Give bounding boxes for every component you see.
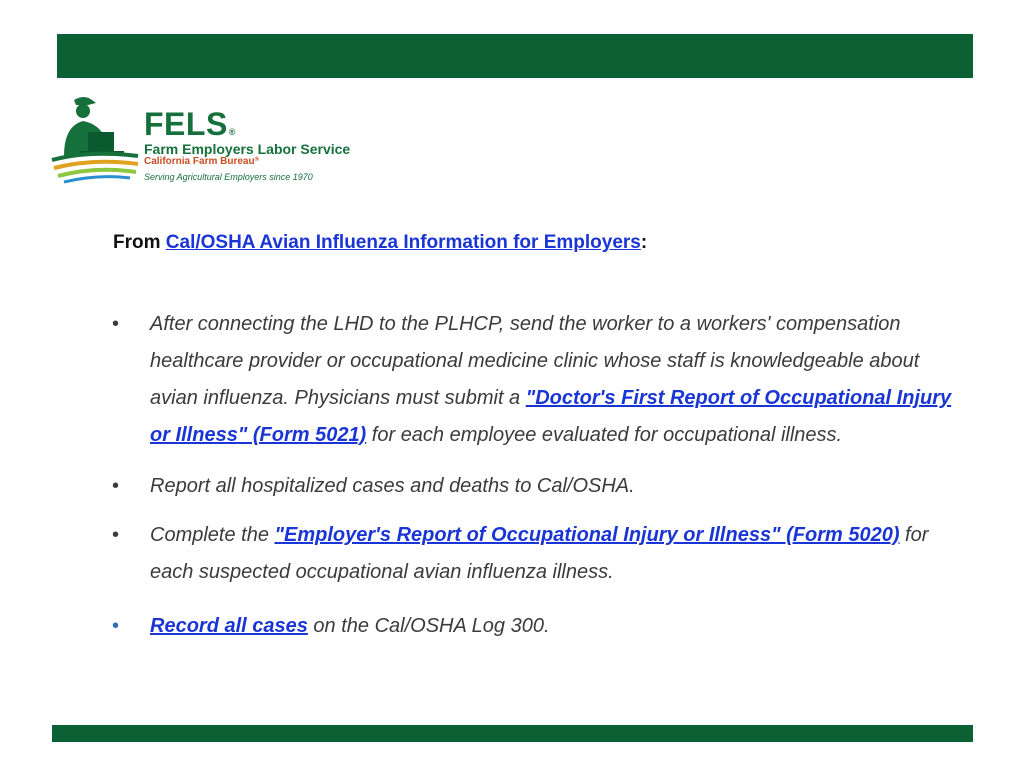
list-item: [112, 517, 972, 591]
list-item: [112, 608, 972, 645]
bullet-text: After connecting the LHD to the PLHCP, send the worker to a workers' compensation healthcare provider or occupational medicine clinic whose staff is knowledgeable about avian influenza. Physicians must submit a: [150, 313, 920, 409]
bullet-text: Complete the: [150, 524, 275, 546]
bottom-banner-bar: [52, 725, 973, 742]
bullet-marker: •: [112, 524, 120, 546]
farmer-icon: [50, 94, 142, 186]
bullet-text: Report all hospitalized cases and deaths to Cal/OSHA.: [150, 475, 635, 497]
form-5021-link[interactable]: "Doctor's First Report of Occupational Injury or Illness" (Form 5021): [150, 387, 952, 446]
calosha-avian-influenza-link[interactable]: Cal/OSHA Avian Influenza Information for Employers: [165, 232, 641, 253]
heading-prefix: From: [113, 232, 166, 253]
top-banner-bar: [57, 34, 973, 78]
form-5020-link[interactable]: "Employer's Report of Occupational Injury or Illness" (Form 5020): [274, 524, 900, 546]
bullet-marker: •: [112, 313, 120, 335]
fels-logo: [50, 94, 370, 190]
bullet-marker: •: [112, 475, 120, 497]
bullet-text-after: for each employee evaluated for occupational illness.: [366, 424, 843, 446]
list-item: [112, 468, 972, 505]
logo-title: FELS®: [144, 106, 236, 142]
logo-tagline: Serving Agricultural Employers since 1970: [144, 172, 313, 182]
heading-suffix: :: [640, 232, 648, 253]
bullet-text-after: for each suspected occupational avian influenza illness.: [150, 524, 929, 583]
list-item: [112, 306, 972, 454]
source-heading: [113, 232, 647, 254]
logo-org: California Farm Bureau®: [144, 156, 260, 167]
logo-subtitle: Farm Employers Labor Service: [144, 141, 351, 157]
bullet-text-after: on the Cal/OSHA Log 300.: [307, 615, 550, 637]
record-all-cases-link[interactable]: Record all cases: [150, 615, 308, 637]
guidance-list: [112, 306, 972, 645]
bullet-marker: •: [112, 615, 120, 637]
